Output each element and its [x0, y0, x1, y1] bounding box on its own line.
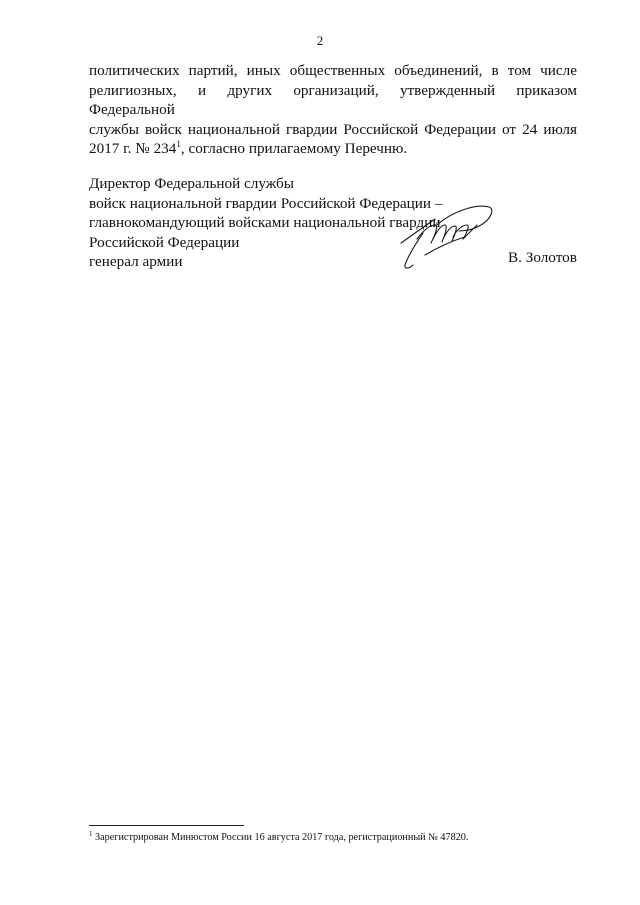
body-line-last [89, 139, 577, 159]
signer-title-line: Директор Федеральной службы [89, 175, 294, 192]
footnote-reference: 1 [176, 139, 181, 149]
signer-title-line: главнокомандующий войсками национальной гвардии [89, 214, 441, 231]
footnote-mark: 1 [89, 830, 93, 838]
footnote-divider [89, 825, 244, 826]
body-line: политических партий, иных общественных объединений, в том числе [89, 62, 577, 79]
body-line-last-end: , согласно прилагаемому Перечню. [180, 140, 408, 157]
signer-rank-line: генерал армии [89, 253, 183, 270]
body-line-last-start: 2017 г. № 234 [89, 140, 177, 157]
signer-title-line: войск национальной гвардии Российской Федерации – [89, 194, 443, 212]
body-line: религиозных, и других организаций, утвержденный приказом Федеральной [89, 81, 577, 118]
footnote-text: Зарегистрирован Минюстом России 16 августа 2017 года, регистрационный № 47820. [95, 832, 469, 843]
handwritten-signature [395, 195, 495, 275]
signer-name: В. Золотов [508, 249, 577, 266]
body-paragraph [89, 61, 577, 159]
footnote [89, 832, 589, 844]
page-number: 2 [316, 33, 324, 48]
signer-title-line: Российской Федерации [89, 233, 240, 251]
body-line: службы войск национальной гвардии Российской Федерации от 24 июля [89, 120, 577, 138]
signature-block [89, 174, 579, 272]
